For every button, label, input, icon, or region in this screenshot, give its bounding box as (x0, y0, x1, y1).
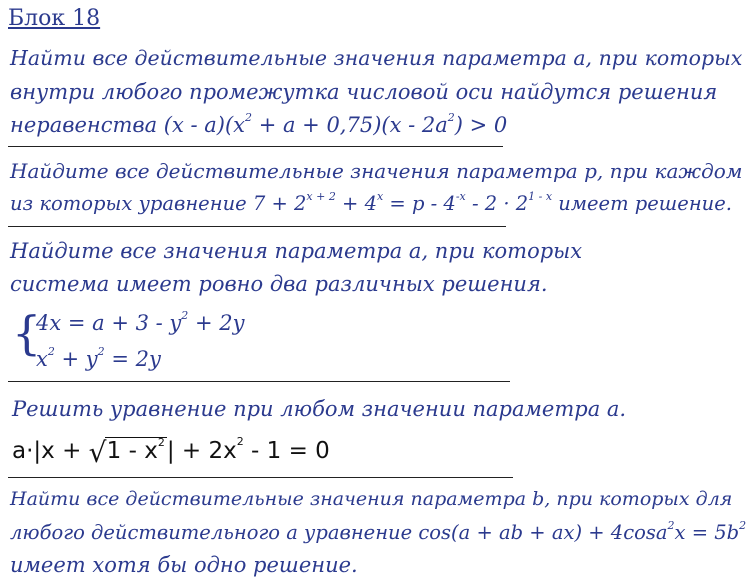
problem1-line2: внутри любого промежутка числовой оси найдутся решения (10, 80, 718, 104)
system-brace: { (12, 306, 42, 360)
problem5-line3: имеет хотя бы одно решение. (10, 553, 358, 577)
system-equation-1: $4x = a + 3 - y^2 + 2y$ (36, 309, 245, 335)
problem3-line2: система имеет ровно два различных решения. (10, 272, 548, 296)
block-title: Блок 18 (8, 6, 101, 31)
problem1-line1: Найти все действительные значения параметра a, при которых (10, 46, 743, 70)
separator-1 (8, 146, 503, 147)
problem1-line3: неравенства $(x - a)(x^2 + a + 0,75)(x - 2a^2) > 0$ (10, 111, 508, 137)
system-equation-2: $x^2 + y^2 = 2y$ (36, 345, 161, 371)
problem3-line1: Найдите все значения параметра a, при которых (10, 239, 583, 263)
separator-2 (8, 226, 506, 227)
problem2-line1: Найдите все действительные значения параметра p, при каждом (10, 159, 743, 183)
problem5-line2: любого действительного a уравнение cos(a + ab + $ax) + 4\cos a^2x = 5b^2$ (10, 519, 747, 544)
problem4-equation: a·|x + √ $1 - x^2| + 2x^2 - 1 = 0$ (12, 435, 330, 469)
separator-3 (8, 381, 510, 382)
problem5-line1: Найти все действительные значения параметра b, при которых для (10, 488, 733, 510)
separator-4 (8, 477, 513, 478)
problem2-line2: из которых уравнение $7 + 2^{x + 2} + 4^x = p - 4^{-x} - 2 \cdot 2^{1 - x}$ имеет решение. (10, 190, 732, 215)
radical: √ $1 - x^2$ (88, 436, 165, 469)
problem4-line1: Решить уравнение при любом значении параметра a. (12, 397, 627, 421)
